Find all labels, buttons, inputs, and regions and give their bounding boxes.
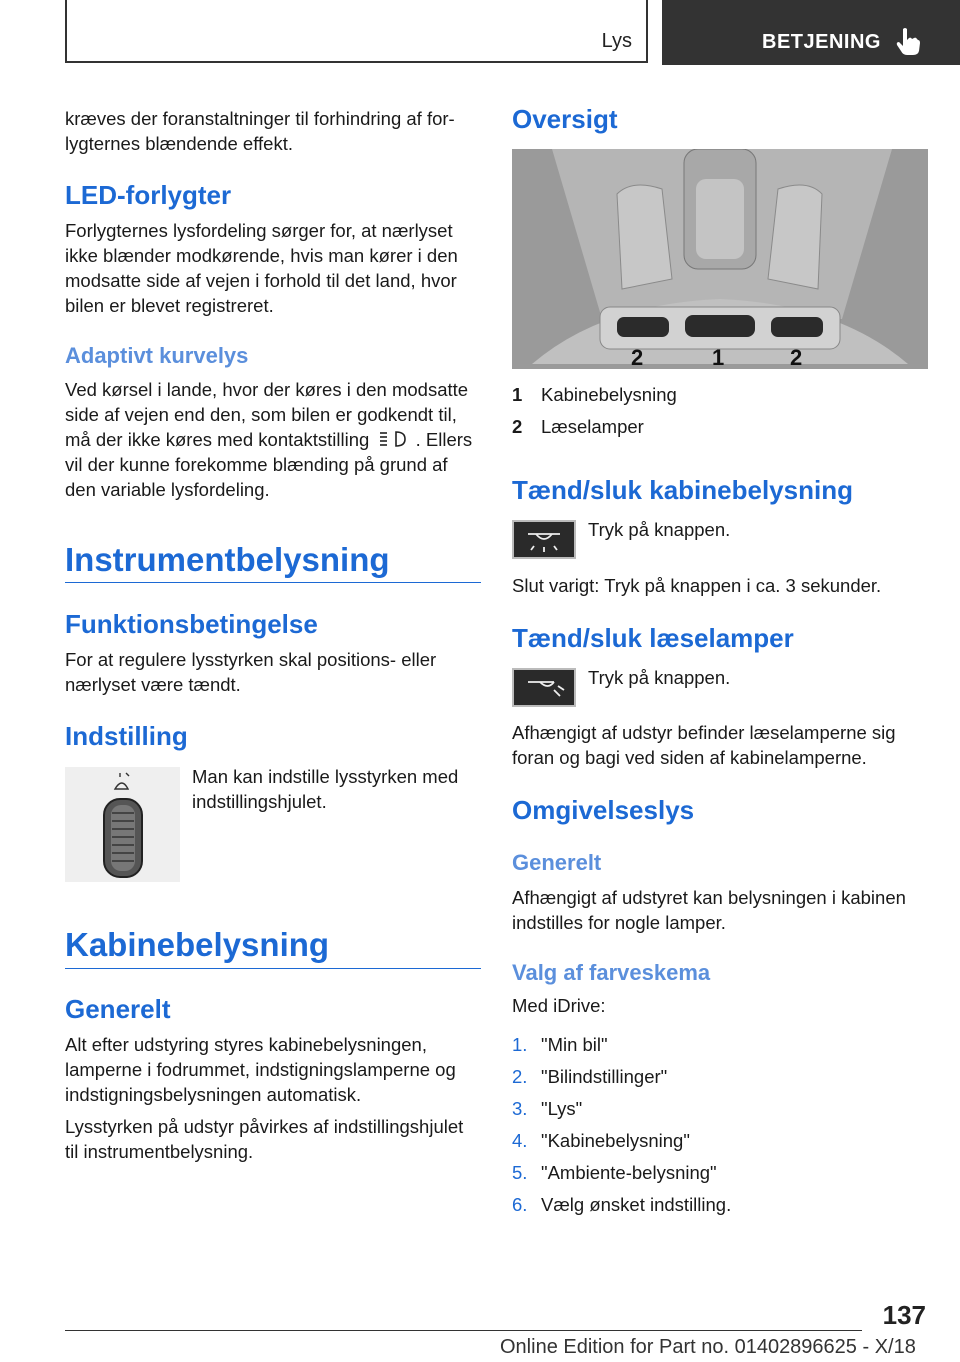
legend-number: 2 [512,416,523,437]
console-illustration [512,149,928,369]
legend-label: Læselamper [541,416,644,437]
led-heading: LED-forlygter [65,180,232,210]
cabin-toggle-text: Tryk på knappen. [588,519,731,540]
intro-paragraph: kræves der foranstaltninger til forhindring af for-lygternes blændende effekt. [65,108,455,154]
dimmer-wheel-image [65,767,180,882]
general-paragraph-2: Lysstyrken på udstyr påvirkes af indstillingshjulet til instrumentbelysning. [65,1116,464,1162]
footer-edition: Online Edition for Part no. 01402896625 - X/18 [500,1336,916,1358]
reading-toggle-text: Tryk på knappen. [588,667,731,688]
step-item [512,1128,924,1160]
step-text: "Ambiente-belysning" [541,1162,717,1183]
scheme-heading: Valg af farveskema [512,960,711,985]
ignition-position-icon [374,428,410,450]
thumbwheel-icon [65,767,180,882]
step-item [512,1160,924,1192]
setting-heading: Indstilling [65,721,188,751]
ambient-heading: Omgivelseslys [512,795,695,825]
page-number: 137 [882,1300,926,1330]
function-heading: Funktionsbetingelse [65,609,318,639]
cabin-rule [65,968,481,969]
step-text: "Lys" [541,1098,583,1119]
step-text: Vælg ønsket indstilling. [541,1194,732,1215]
adaptive-text-b: . Ellers vil der kunne forekomme blænding på grund af den variable lysfordeling. [65,429,473,500]
step-number: 4. [512,1130,528,1151]
step-text: "Kabinebelysning" [541,1130,690,1151]
step-item [512,1064,924,1096]
step-number: 1. [512,1034,528,1055]
reading-note: Afhængigt af udstyr befinder læselamperne sig foran og bagi ved siden af kabinelamperne. [512,722,896,768]
adaptive-paragraph [65,377,477,502]
general-paragraph-1: Alt efter udstyring styres kabinebelysningen, lamperne i fodrummet, indstigningslamperne og indstigningsbelysningen automatisk. [65,1034,456,1105]
reading-toggle-heading: Tænd/sluk læselamper [512,623,794,653]
setting-paragraph: Man kan indstille lysstyrken med indstillingshjulet. [192,766,459,812]
footer-rule [65,1330,862,1331]
photo-label-center: 1 [712,345,725,369]
ambient-general-text: Afhængigt af udstyret kan belysningen i kabinen indstilles for nogle lamper. [512,887,906,933]
ambient-general-heading: Generelt [512,850,602,875]
step-text: "Min bil" [541,1034,608,1055]
photo-label-right: 2 [790,345,803,369]
step-number: 5. [512,1162,528,1183]
cabin-permanent-text: Slut varigt: Tryk på knappen i ca. 3 sekunder. [512,575,882,596]
step-number: 6. [512,1194,528,1215]
legend-item [512,414,922,446]
cabin-heading: Kabinebelysning [65,926,330,963]
header-chapter-title: BETJENING [762,31,881,53]
legend-label: Kabinebelysning [541,384,677,405]
step-number: 2. [512,1066,528,1087]
overhead-console-photo [512,149,928,369]
overview-heading: Oversigt [512,104,618,134]
reading-light-button-image [512,668,576,707]
legend-item [512,382,922,414]
cabin-light-icon [514,522,574,557]
step-item [512,1096,924,1128]
step-item [512,1192,924,1224]
hand-pointer-icon [895,26,921,56]
function-paragraph: For at regulere lysstyrken skal positions- eller nærlyset være tændt. [65,649,437,695]
legend-number: 1 [512,384,523,405]
cabin-toggle-heading: Tænd/sluk kabinebelysning [512,475,853,505]
cabin-light-button-image [512,520,576,559]
adaptive-heading: Adaptivt kurvelys [65,343,249,368]
reading-light-icon [514,670,574,705]
scheme-steps [512,1032,924,1224]
header-section-box [65,0,648,63]
step-item [512,1032,924,1064]
scheme-intro: Med iDrive: [512,995,606,1016]
step-text: "Bilindstillinger" [541,1066,668,1087]
general-heading: Generelt [65,994,171,1024]
instrument-heading: Instrumentbelysning [65,541,390,578]
legend-list [512,382,922,446]
led-paragraph: Forlygternes lysfordeling sørger for, at nærlyset ikke blænder modkørende, hvis man kører i den modsatte side af vejen i forhold til det land, hvor bilen er blevet registreret. [65,220,458,316]
header-section-title: Lys [601,30,632,52]
instrument-rule [65,582,481,583]
photo-label-left: 2 [631,345,644,369]
step-number: 3. [512,1098,528,1119]
adaptive-text-a: Ved kørsel i lande, hvor der køres i den modsatte side af vejen end den, som bilen er godkendt til, må der ikke køres med kontaktstilling [65,379,469,450]
